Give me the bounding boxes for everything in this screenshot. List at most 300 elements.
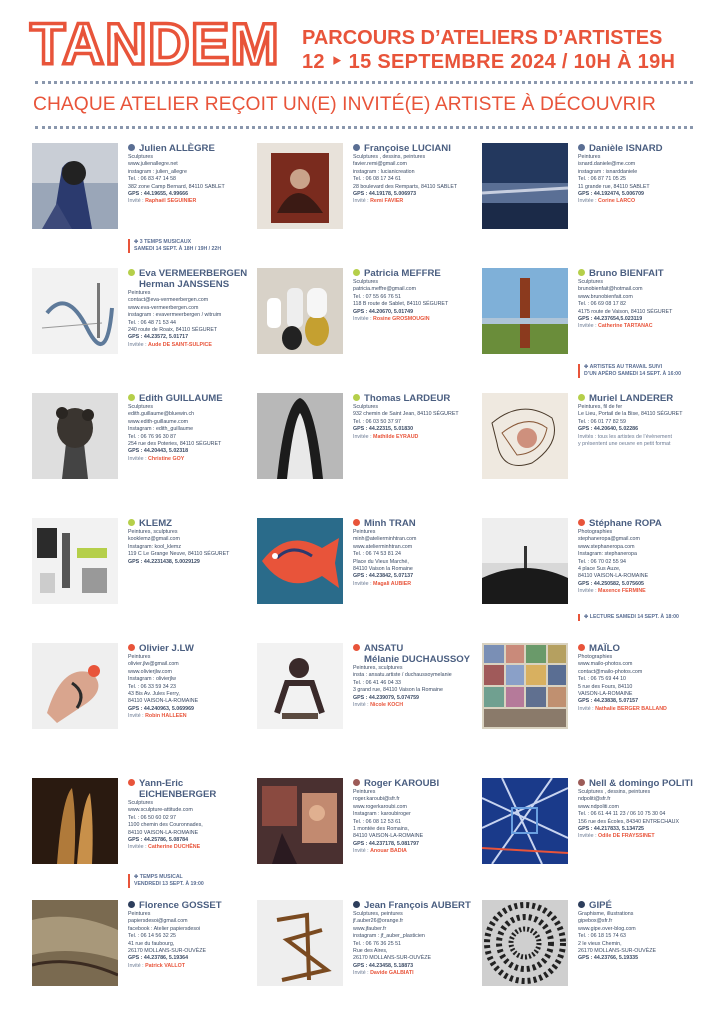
artist-detail: 932 chemin de Saint Jean, 84110 SÉGURET: [353, 411, 459, 418]
artwork-photo: [257, 518, 343, 604]
artist-name-text: Eva VERMEERBERGEN: [139, 268, 248, 279]
artist-detail: instagram : julien_allegre: [128, 168, 187, 175]
artist-name: [128, 778, 266, 789]
artist-detail[interactable]: ndpoliti@sfr.fr: [578, 796, 611, 803]
artist-detail: Peintures, sculptures: [128, 529, 178, 535]
artist-detail: Tel. : 06 76 36 25 51: [353, 940, 402, 947]
artwork-photo: [482, 143, 568, 229]
artist-name: [578, 393, 716, 404]
artist-detail: 26170 MOLLANS-SUR-OUVÈZE: [578, 948, 657, 955]
artist-detail: Sculptures: [353, 279, 379, 285]
guest-label: Invité :: [578, 705, 596, 712]
artist-info: [353, 778, 491, 856]
location-dot-icon: [578, 779, 585, 786]
artist-name-text: Julien ALLÈGRE: [139, 143, 215, 154]
artist-detail: Tel. : 06 41 46 04 33: [353, 679, 402, 686]
gps-coordinates: GPS : 44.23458, 5.18873: [353, 962, 414, 969]
artist-detail[interactable]: isnard.daniele@me.com: [578, 161, 636, 168]
artist-detail[interactable]: www.jfauber.fr: [353, 925, 387, 932]
guest-name: Maxence FERMINE: [598, 588, 646, 595]
guest-name: Raphaël SEGUINIER: [145, 198, 197, 205]
artist-detail: Peintures: [578, 154, 601, 160]
guest-label: Invité :: [353, 702, 371, 709]
guest-name: Nicole KOCH: [370, 702, 404, 709]
event-note: [128, 874, 204, 888]
guest-artist: [128, 342, 266, 349]
artwork-photo: [257, 268, 343, 354]
artist-info: [353, 143, 491, 206]
artwork-photo: [482, 268, 568, 354]
artwork-photo: [257, 393, 343, 479]
artist-detail: 84110 VAISON-LA-ROMAINE: [353, 833, 424, 840]
location-dot-icon: [578, 144, 585, 151]
gps-coordinates: GPS : 44.2231438, 5.0029129: [128, 558, 200, 565]
gps-coordinates: GPS : 44.23838, 5.07157: [578, 698, 639, 705]
artist-detail: Tel. : 06 01 77 82 59: [578, 418, 627, 425]
guest-artist: [578, 323, 716, 330]
guest-name: Patrick VALLOT: [145, 962, 186, 969]
artist-info: [128, 900, 266, 970]
artist-detail: Sculptures , dessins, peintures: [578, 789, 651, 795]
dotted-divider: [35, 81, 693, 84]
artist-card: [257, 268, 487, 388]
guest-name: Nathalie BERGER BALLAND: [595, 705, 667, 712]
guest-name: Remi FAVIER: [370, 198, 404, 205]
artwork-photo: [32, 900, 118, 986]
artist-detail[interactable]: www.ndpoliti.com: [578, 803, 619, 810]
artist-detail[interactable]: minh@atelierminhtran.com: [353, 536, 417, 543]
artist-info: [578, 900, 716, 963]
artist-detail: Sculptures: [128, 154, 154, 160]
event-title: PARCOURS D’ATELIERS D’ARTISTES: [302, 27, 663, 49]
artist-name: [353, 643, 491, 654]
artist-detail: 26170 MOLLANS-SUR-OUVÈZE: [128, 948, 207, 955]
location-dot-icon: [578, 519, 585, 526]
gps-coordinates: GPS : 44.237654,5.023119: [578, 316, 643, 323]
gps-coordinates: GPS : 44.192474, 5.006709: [578, 191, 644, 198]
event-dates: 12 ‣ 15 SEPTEMBRE 2024 / 10H À 19H: [302, 51, 676, 73]
guest-artist: [353, 198, 491, 205]
artist-detail[interactable]: roger.karoubi@sfr.fr: [353, 796, 400, 803]
event-note-line: ✤ TEMPS MUSICAL: [134, 874, 183, 880]
location-dot-icon: [128, 644, 135, 651]
artist-detail: instagram : isnarddaniele: [578, 168, 638, 175]
artist-detail: Tel. : 06 33 59 34 23: [128, 683, 177, 690]
artist-detail: Instagram: kool_klemz: [128, 543, 181, 550]
artist-card: [257, 778, 487, 898]
guest-label: Invitée :: [128, 844, 149, 851]
artist-detail[interactable]: olivier.jlw@gmail.com: [128, 661, 179, 668]
artist-detail: instagram : lucianicreation: [353, 168, 415, 175]
artist-detail[interactable]: kooklemz@gmail.com: [128, 536, 180, 543]
location-dot-icon: [128, 519, 135, 526]
artist-detail: Tel. : 06 03 50 37 97: [353, 418, 402, 425]
artist-detail: Sculptures: [128, 800, 154, 806]
event-note-line: VENDREDI 13 SEPT. À 19:00: [134, 881, 204, 887]
artist-card: [32, 268, 262, 388]
artist-card: [482, 268, 712, 388]
artist-detail: Tel. : 07 55 66 76 51: [353, 293, 402, 300]
gps-coordinates: GPS : 44.19655, 4.99666: [128, 191, 189, 198]
artist-name: [128, 900, 266, 911]
artist-card: [32, 518, 262, 638]
artist-detail: Tel. : 06 69 08 17 82: [578, 301, 627, 308]
artist-name-text: ANSATU: [364, 643, 404, 654]
artist-info: [578, 143, 716, 206]
location-dot-icon: [353, 269, 360, 276]
guest-artist: [578, 588, 716, 595]
artwork-photo: [257, 900, 343, 986]
artist-detail: Tel. : 06 08 12 53 61: [353, 818, 402, 825]
artist-detail: Le Lieu, Portail de la Bise, 84110 SÉGURET: [578, 411, 683, 418]
artist-detail[interactable]: www.olivierjlw.com: [128, 668, 172, 675]
gps-coordinates: GPS : 44.250582, 5.075605: [578, 580, 644, 587]
artwork-photo: [257, 778, 343, 864]
event-note: [578, 614, 679, 621]
artist-name: [353, 143, 491, 154]
guest-label: Invité :: [353, 848, 371, 855]
artist-detail: Tel. : 06 61 44 11 23 / 06 10 75 30 04: [578, 811, 666, 818]
guest-label: Invitée :: [353, 316, 374, 323]
artist-info: [128, 778, 266, 852]
artist-card: [257, 900, 487, 1020]
gps-coordinates: GPS : 44.20443, 5.02318: [128, 448, 189, 455]
artist-name-text: Françoise LUCIANI: [364, 143, 451, 154]
artist-detail: Sculptures: [578, 279, 604, 285]
guest-name: Christine GOY: [148, 455, 185, 462]
artwork-photo: [482, 393, 568, 479]
guest-note: y présentent une oeuvre en petit format: [578, 441, 671, 448]
artist-detail: 118 B route de Sablet, 84110 SÉGURET: [353, 301, 449, 308]
artist-name-second: EICHENBERGER: [139, 789, 217, 800]
location-dot-icon: [353, 779, 360, 786]
event-note-line: ✤ 3 TEMPS MUSICAUX: [134, 239, 192, 245]
artist-detail: Tel. : 06 14 56 32 25: [128, 933, 177, 940]
artist-detail[interactable]: patricia.meffre@gmail.com: [353, 286, 416, 293]
artist-detail: insta : ansatu.artiste / duchaussoymelanie: [353, 672, 452, 679]
artist-detail[interactable]: www.sculpture-attitude.com: [128, 807, 193, 814]
gps-coordinates: GPS : 44.25786, 5.08784: [128, 837, 189, 844]
artist-info: [128, 518, 266, 566]
artist-card: [257, 518, 487, 638]
artist-info: [578, 778, 716, 841]
artist-detail: 119 C Le Grange Neuve, 84110 SÉGURET: [128, 551, 230, 558]
artist-name: [128, 393, 266, 404]
guest-artist: [128, 844, 266, 851]
artist-name: [578, 643, 716, 654]
location-dot-icon: [128, 269, 135, 276]
artist-detail: Tel. : 06 08 17 34 61: [353, 176, 402, 183]
artist-detail[interactable]: www.rogerkaroubi.com: [353, 803, 407, 810]
artist-detail: Instagram : olivierjlw: [128, 676, 176, 683]
artist-detail: Instagram : karoubiroger: [353, 811, 411, 818]
artist-detail: Place du Vieux Marché,: [353, 558, 409, 565]
guest-name: Corine LARCO: [598, 198, 636, 205]
artist-detail: 84110 VAISON-LA-ROMAINE: [128, 829, 199, 836]
artwork-photo: [32, 778, 118, 864]
artist-detail: Sculptures: [353, 404, 379, 410]
gps-coordinates: GPS : 44.240963, 5.069969: [128, 705, 194, 712]
artist-detail: Photographies: [578, 529, 613, 535]
artwork-photo: [32, 143, 118, 229]
artist-detail: Peintures: [128, 911, 151, 917]
artist-name-text: Danièle ISNARD: [589, 143, 663, 154]
artist-name: [578, 900, 716, 911]
artist-detail: 41 rue du faubourg,: [128, 940, 175, 947]
artist-detail: Rue des Aires,: [353, 948, 388, 955]
event-note-line: ✤ LECTURE SAMEDI 14 SEPT. À 18:00: [584, 614, 679, 620]
artist-info: [353, 268, 491, 323]
guest-name: Anouar BADIA: [370, 848, 407, 855]
guest-artist: [578, 198, 716, 205]
artist-name: [128, 143, 266, 154]
artist-detail: Tel. : 06 48 71 53 44: [128, 319, 177, 326]
artist-detail[interactable]: stephaneropa@gmail.com: [578, 536, 640, 543]
artist-detail: Tel. : 06 70 02 55 94: [578, 558, 627, 565]
artist-detail: VAISON-LA-ROMAINE: [578, 691, 633, 698]
artwork-photo: [32, 393, 118, 479]
artist-card: [482, 393, 712, 513]
artist-name-text: Roger KAROUBI: [364, 778, 440, 789]
guest-name: Odile DE FRAYSSINET: [598, 833, 655, 840]
artist-name-text: Olivier J.LW: [139, 643, 194, 654]
artwork-photo: [482, 900, 568, 986]
artist-detail[interactable]: brunobienfait@hotmail.com: [578, 286, 643, 293]
location-dot-icon: [578, 644, 585, 651]
event-note: [128, 239, 221, 253]
artist-detail: Sculptures: [128, 404, 154, 410]
guest-artist: [353, 970, 491, 977]
artist-info: [353, 643, 491, 709]
artist-detail: 2 le vieux Chemin,: [578, 940, 622, 947]
gps-coordinates: GPS : 44.239079, 5.074759: [353, 694, 419, 701]
poster-header: [0, 0, 728, 130]
location-dot-icon: [353, 144, 360, 151]
artist-card: [257, 393, 487, 513]
artist-detail[interactable]: contact@mailo-photos.com: [578, 668, 643, 675]
guest-artist: [128, 198, 266, 205]
artist-detail: 84110 VAISON-LA-ROMAINE: [128, 698, 199, 705]
guest-label: Invitée :: [578, 588, 599, 595]
artist-detail: 254 rue des Poteries, 84110 SÉGURET: [128, 441, 222, 448]
artist-name: [128, 268, 266, 279]
guest-label: Invité :: [128, 198, 146, 205]
event-note-line: D’UN APÉRO SAMEDI 14 SEPT. À 16:00: [584, 371, 681, 377]
artist-detail[interactable]: www.edith-guillaume.com: [128, 418, 189, 425]
artist-detail[interactable]: jf.auber26@orange.fr: [353, 918, 404, 925]
artist-card: [32, 143, 262, 263]
artist-detail[interactable]: favier.remi@gmail.com: [353, 161, 407, 168]
artist-name-text: Stéphane ROPA: [589, 518, 662, 529]
artist-info: [353, 900, 491, 978]
gps-coordinates: GPS : 44.19178, 5.006973: [353, 191, 417, 198]
artist-card: [32, 900, 262, 1020]
guest-artist: [578, 706, 716, 713]
artist-name: [353, 268, 491, 279]
gps-coordinates: GPS : 44.23842, 5.07137: [353, 573, 414, 580]
artist-detail: Sculptures , dessins, peintures: [353, 154, 426, 160]
artist-detail: 3 grand rue, 84110 Vaison la Romaine: [353, 687, 443, 694]
artist-detail: 4175 route de Vaison, 84110 SÉGURET: [578, 308, 673, 315]
artist-detail: Tel. : 06 87 71 05 25: [578, 176, 627, 183]
artist-detail: 43 Bis Av. Jules Ferry,: [128, 691, 180, 698]
guest-artist: [353, 581, 491, 588]
guest-label: Invitée :: [353, 433, 374, 440]
artist-info: [578, 518, 716, 596]
guest-artist: [578, 833, 716, 840]
guest-name: Robin HALLEEN: [145, 713, 187, 720]
artwork-photo: [257, 143, 343, 229]
event-note-line: SAMEDI 14 SEPT. À 18H / 19H / 22H: [134, 246, 222, 252]
guest-label: Invitée :: [578, 833, 599, 840]
guest-note: Invités : tous les artistes de l’évènement: [578, 433, 672, 440]
artist-detail[interactable]: www.stephaneropa.com: [578, 543, 635, 550]
artist-detail: Tel. : 06 76 96 30 87: [128, 433, 177, 440]
guest-name: Catherine TARTANAC: [598, 323, 653, 330]
gps-coordinates: GPS : 44.23766, 5.19335: [578, 955, 639, 962]
artist-detail: Instagram: stephaneropa: [578, 551, 637, 558]
artist-name-text: GIPÉ: [589, 900, 612, 911]
artist-name-text: Edith GUILLAUME: [139, 393, 223, 404]
artist-card: [257, 143, 487, 263]
artist-detail: Tel. : 06 18 15 74 63: [578, 933, 627, 940]
artwork-photo: [482, 778, 568, 864]
artist-card: [257, 643, 487, 763]
artist-detail: Peintures: [353, 529, 376, 535]
artist-detail[interactable]: gipebox@sfr.fr: [578, 918, 613, 925]
artist-name: [578, 778, 716, 789]
artist-detail: instagram : jf_auber_plasticien: [353, 933, 425, 940]
artist-card: [482, 143, 712, 263]
guest-label: Invitée :: [128, 341, 149, 348]
artist-card: [482, 643, 712, 763]
guest-artist: [128, 963, 266, 970]
artist-detail[interactable]: contact@eva-vermeerbergen.com: [128, 297, 209, 304]
location-dot-icon: [128, 901, 135, 908]
location-dot-icon: [353, 644, 360, 651]
artist-name: [128, 643, 266, 654]
guest-label: Invité :: [353, 970, 371, 977]
artist-detail[interactable]: www.atelierminhtran.com: [353, 543, 413, 550]
artist-name: [353, 778, 491, 789]
artist-detail: 26170 MOLLANS-SUR-OUVÈZE: [353, 955, 432, 962]
artist-name-text: Thomas LARDEUR: [364, 393, 451, 404]
artist-detail: Instagram : edith_guillaume: [128, 426, 194, 433]
artist-card: [32, 643, 262, 763]
guest-artist: [353, 702, 491, 709]
artist-name: [353, 518, 491, 529]
artist-detail[interactable]: www.brunobienfait.com: [578, 293, 633, 300]
location-dot-icon: [128, 144, 135, 151]
artist-detail[interactable]: www.julienallegre.net: [128, 161, 178, 168]
artist-name: [578, 143, 716, 154]
location-dot-icon: [128, 394, 135, 401]
location-dot-icon: [353, 519, 360, 526]
artist-info: [128, 643, 266, 721]
artwork-photo: [32, 643, 118, 729]
artist-detail[interactable]: www.mailo-photos.com: [578, 661, 633, 668]
artist-detail[interactable]: www.gipe.over-blog.com: [578, 925, 636, 932]
artist-name: [578, 518, 716, 529]
artist-card: [32, 778, 262, 898]
artist-detail[interactable]: papiersdesoi@gmail.com: [128, 918, 188, 925]
artist-name: [353, 393, 491, 404]
guest-label: Invité :: [128, 962, 146, 969]
artist-info: [128, 268, 266, 349]
event-note-line: ✤ ARTISTES AU TRAVAIL SUIVI: [584, 364, 663, 370]
artist-detail: Tel. : 06 75 69 44 10: [578, 676, 627, 683]
artist-detail: Tel. : 06 50 60 02 97: [128, 814, 177, 821]
artist-detail: 84110 Vaison la Romaine: [353, 566, 413, 573]
artist-card: [32, 393, 262, 513]
artist-name-text: Patricia MEFFRE: [364, 268, 441, 279]
artist-detail: 4 place Sus Auze,: [578, 566, 621, 573]
event-note: [578, 364, 681, 378]
artwork-photo: [257, 643, 343, 729]
guest-name: Rosine GROSMOUGIN: [373, 316, 430, 323]
gps-coordinates: GPS : 44.217833, 5.134725: [578, 826, 644, 833]
artist-card: [482, 518, 712, 638]
artist-name-text: Nell & domingo POLITI: [589, 778, 693, 789]
artist-name-text: Yann-Eric: [139, 778, 184, 789]
artist-info: [353, 393, 491, 441]
artist-name-second: Mélanie DUCHAUSSOY: [364, 654, 471, 665]
artist-name-text: Minh TRAN: [364, 518, 416, 529]
artist-detail: 240 route de Roaix, 84110 SÉGURET: [128, 327, 218, 334]
artist-name: [578, 268, 716, 279]
guest-artist: [353, 316, 491, 323]
guest-name: Aude DE SAINT-SULPICE: [148, 341, 212, 348]
guest-name: Mathilde EYRAUD: [373, 433, 419, 440]
location-dot-icon: [578, 394, 585, 401]
tandem-logo: TANDEM: [30, 12, 280, 77]
artist-detail: 156 rue des Écoles, 84340 ENTRECHAUX: [578, 818, 679, 825]
dotted-divider: [35, 126, 693, 129]
artist-info: [578, 643, 716, 713]
artist-detail[interactable]: www.eva-vermeerbergen.com: [128, 304, 199, 311]
artist-name-text: Muriel LANDERER: [589, 393, 674, 404]
artist-detail: 382 zone Camp Bernard, 84110 SABLET: [128, 183, 225, 190]
artist-detail: Peintures, sculptures: [353, 665, 403, 671]
gps-coordinates: GPS : 44.22315, 5.01830: [353, 426, 414, 433]
guest-artist: [128, 456, 266, 463]
artist-name-text: Bruno BIENFAIT: [589, 268, 664, 279]
artist-card: [482, 900, 712, 1020]
artist-detail: Tel. : 06 83 47 14 58: [128, 176, 177, 183]
artist-detail: Peintures: [353, 789, 376, 795]
location-dot-icon: [578, 269, 585, 276]
artist-name-second: Herman JANSSENS: [139, 279, 230, 290]
location-dot-icon: [578, 901, 585, 908]
artist-detail: Photographies: [578, 654, 613, 660]
artist-detail: facebook : Atelier papiersdesoi: [128, 925, 201, 932]
location-dot-icon: [353, 901, 360, 908]
guest-label: Invitée :: [128, 455, 149, 462]
artist-card: [482, 778, 712, 898]
guest-name: Magali AUBIER: [373, 580, 412, 587]
artist-detail[interactable]: edith.guillaume@bluewin.ch: [128, 411, 195, 418]
artist-info: [578, 393, 716, 448]
tagline: CHAQUE ATELIER REÇOIT UN(E) INVITÉ(E) ARTISTE À DÉCOUVRIR: [33, 94, 656, 115]
artist-detail: Peintures: [128, 654, 151, 660]
artist-detail: 11 grande rue, 84110 SABLET: [578, 183, 650, 190]
location-dot-icon: [353, 394, 360, 401]
guest-name: Catherine DUCHÊNE: [148, 844, 201, 851]
artist-info: [128, 143, 266, 206]
guest-artist: [128, 713, 266, 720]
guest-label: Invité :: [128, 713, 146, 720]
artwork-photo: [32, 268, 118, 354]
